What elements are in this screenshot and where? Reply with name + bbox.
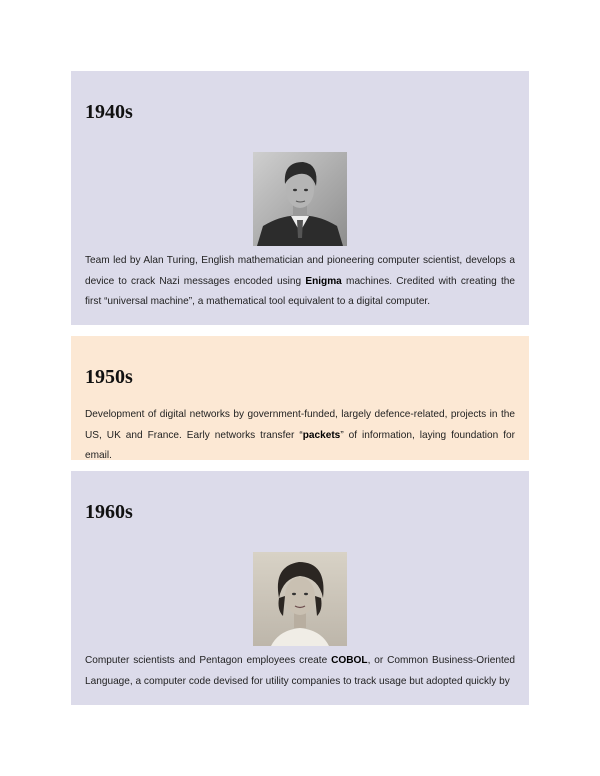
text-run: machines. Credited with creating the first “universal machine”, a mathematical tool equivalent to a digital computer. [85, 275, 515, 307]
bold-term: COBOL [331, 655, 368, 666]
section-1940s [71, 71, 529, 325]
decade-heading: 1960s [85, 501, 133, 523]
section-paragraph [85, 651, 515, 692]
text-run: Computer scientists and Pentagon employees create [85, 655, 332, 666]
text-run: , or Common Business-Oriented Language, a computer code devised for utility companies to track usage but adopted quickly by [85, 655, 515, 687]
bold-term: packets [302, 429, 341, 441]
decade-heading: 1950s [85, 366, 133, 388]
portrait-photo [253, 552, 347, 646]
text-run: Development of digital networks by government-funded, largely defence-related, projects in the US, UK and France. Early networks transfer “ [85, 409, 515, 441]
bold-term: Enigma [305, 275, 342, 287]
section-1950s [71, 336, 529, 460]
text-run: Team led by Alan Turing, English mathematician and pioneering computer scientist, develops a device to crack Nazi messages encoded using [85, 255, 515, 287]
section-paragraph [85, 251, 515, 313]
text-run: ” of information, laying foundation for email. [85, 429, 515, 461]
decade-heading: 1940s [85, 101, 133, 123]
section-1960s [71, 471, 529, 705]
section-paragraph [85, 405, 515, 467]
portrait-photo [253, 152, 347, 246]
